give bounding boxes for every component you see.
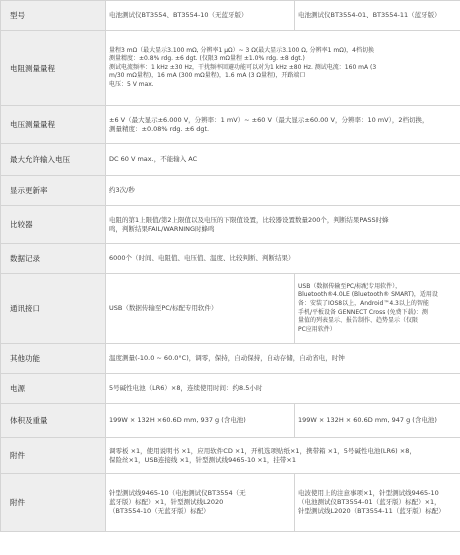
row-accessories <box>1 438 460 474</box>
row-label: 型号 <box>1 1 106 31</box>
row-max-input <box>1 144 460 176</box>
row-value: ±6 V（最大显示±6.000 V，分辨率：1 mV）~ ±60 V（最大显示±60.00 V，分辨率：10 mV），2档切换， 测量精度：±0.08% rdg. ±6 dgt. <box>106 106 460 144</box>
row-value: 量程3 mΩ（最大显示3.100 mΩ, 分辨率1 μΩ）~ 3 Ω(最大显示3.100 Ω, 分辨率1 mΩ)，4档切换 测量精度：±0.8% rdg. ±6 dgt. (仅限3 mΩ量程 ±1.0% rdg. ±8 dgt.) 测试电流频率：1 kHz ±30 Hz，干扰频率回避功能可以对为1 kHz ±80 Hz. 测试电流：160 mA (3 m/30 mΩ量程)，16 mA (300 mΩ量程)，1.6 mA (3 Ω量程)，开路端口 电压：5 V max. <box>106 31 460 106</box>
value-right: 电池测试仪BT3554-01、BT3554-11（蓝牙版） <box>295 1 460 31</box>
row-dimensions <box>1 404 460 438</box>
row-value: 温度测量(-10.0 ~ 60.0°C)，调零，保持，自动保持，自动存储，自动省电，时钟 <box>106 344 460 374</box>
value-left: USB（数据传输至PC/标配专用软件） <box>106 274 295 344</box>
row-value: DC 60 V max.，不能输入 AC <box>106 144 460 176</box>
value-right: 电波使用上的注意事项×1，针型测试线9465-10 （电池测试仪BT3554-01（蓝牙版）标配）×1， 针型测试线L2020（BT3554-11（蓝牙版）标配） <box>295 474 460 532</box>
row-label: 最大允许输入电压 <box>1 144 106 176</box>
value-right: USB（数据传输至PC/标配专用软件）， Bluetooth®4.0LE (Bluetooth® SMART)，适用设 备：安装了IOS8以上，Android™4.3以上的智能 手机/平板设备 GENNECT Cross (免费下载)：测 量值的列表显示、报告制作、趋势显示（仅限 PC应用软件） <box>295 274 460 344</box>
row-label: 其他功能 <box>1 344 106 374</box>
row-value: 6000个（时间、电阻值、电压值、温度、比较判断、判断结果） <box>106 244 460 274</box>
row-label: 电阻测量量程 <box>1 31 106 106</box>
row-label: 数据记录 <box>1 244 106 274</box>
row-model <box>1 1 460 31</box>
row-value: 5号碱性电池（LR6）×8，连续使用时间：约8.5小时 <box>106 374 460 404</box>
row-label: 比较器 <box>1 206 106 244</box>
row-interface <box>1 274 460 344</box>
value-right: 199W × 132H × 60.6D mm, 947 g (含电池) <box>295 404 460 438</box>
row-value: 约3次/秒 <box>106 176 460 206</box>
row-resistance-range <box>1 31 460 106</box>
row-comparator <box>1 206 460 244</box>
row-data-logging <box>1 244 460 274</box>
row-label: 通讯接口 <box>1 274 106 344</box>
row-label: 电压测量量程 <box>1 106 106 144</box>
row-refresh-rate <box>1 176 460 206</box>
row-accessories-variant <box>1 474 460 532</box>
row-power <box>1 374 460 404</box>
row-label: 体积及重量 <box>1 404 106 438</box>
value-left: 199W × 132H ×60.6D mm, 937 g (含电池) <box>106 404 295 438</box>
row-label: 附件 <box>1 474 106 532</box>
value-left: 针型测试线9465-10（电池测试仪BT3554（无 蓝牙版）标配）×1，针型测试线L2020 （BT3554-10（无蓝牙版）标配） <box>106 474 295 532</box>
row-value: 电阻的第1上限值/第2上限值以及电压的下限值设置，比较器设置数量200个，判断结果PASS时蜂 鸣，判断结果FAIL/WARNING时蜂鸣 <box>106 206 460 244</box>
row-value: 调零板 ×1，使用说明书 ×1，应用软件CD ×1，开机选项贴纸×1，携带箱 ×1，5号碱性电池(LR6) ×8， 保险丝×1，USB连接线 ×1，针型测试线9465-10 ×1，挂带×1 <box>106 438 460 474</box>
row-label: 电源 <box>1 374 106 404</box>
row-label: 显示更新率 <box>1 176 106 206</box>
value-left: 电池测试仪BT3554、BT3554-10（无蓝牙版） <box>106 1 295 31</box>
row-other-functions <box>1 344 460 374</box>
row-voltage-range <box>1 106 460 144</box>
row-label: 附件 <box>1 438 106 474</box>
